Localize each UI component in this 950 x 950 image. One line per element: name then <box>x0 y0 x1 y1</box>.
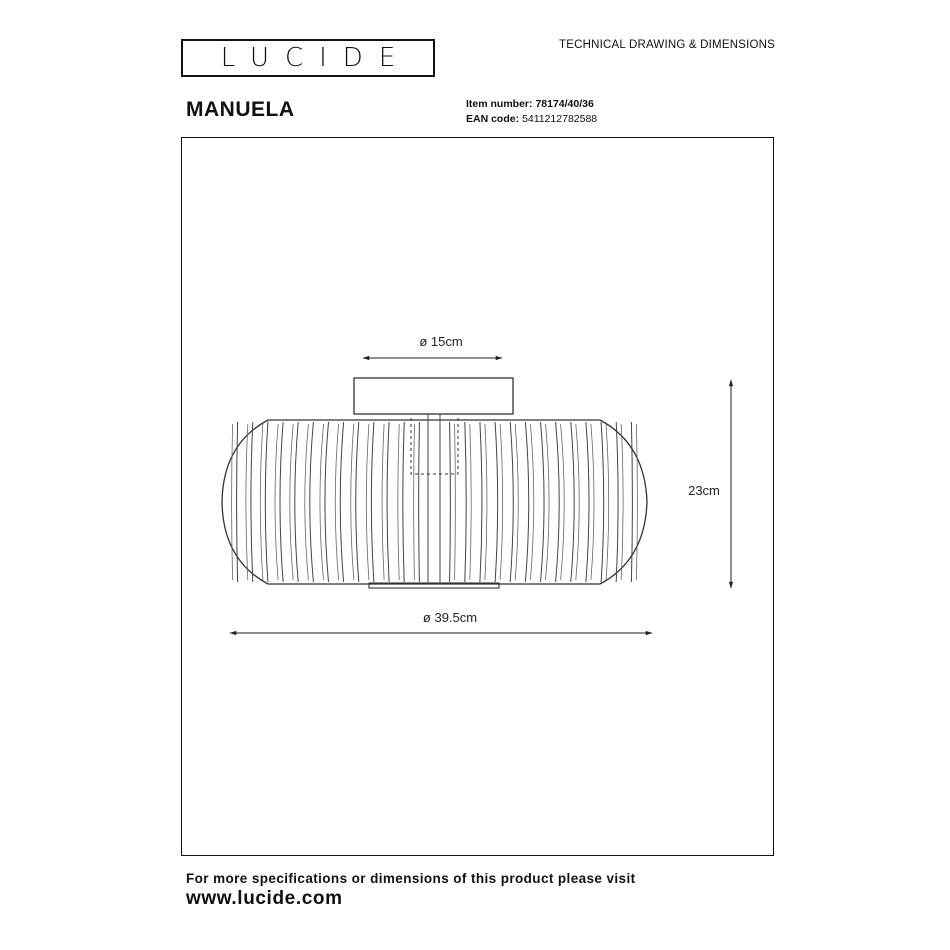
shade-rib-edge <box>470 424 471 580</box>
footer-url[interactable]: www.lucide.com <box>186 888 343 909</box>
shade-rib <box>356 422 359 582</box>
shade-ribs <box>232 414 638 584</box>
logo-text: LUCIDE <box>220 43 412 73</box>
shade-rib-edge <box>366 424 369 580</box>
shade-rib <box>495 422 498 582</box>
shade-rib <box>419 422 420 582</box>
shade-rib-edge <box>290 424 293 580</box>
shade-rib-edge <box>351 424 354 580</box>
shade-rib <box>541 422 545 582</box>
shade-rib-edge <box>636 424 637 580</box>
shade-rib-edge <box>455 424 456 580</box>
item-number-label: Item number: <box>466 98 533 110</box>
shade-rib <box>403 422 404 582</box>
ean-label: EAN code: <box>466 113 520 125</box>
inner-socket <box>411 418 458 474</box>
shade-rib-edge <box>591 424 594 580</box>
shade-rib <box>571 422 574 582</box>
shade-rib <box>387 422 389 582</box>
shade-rib <box>265 422 268 582</box>
width-label: ø 39.5cm <box>422 610 478 625</box>
shade-rib-edge <box>414 424 415 580</box>
shade-rib <box>371 422 374 582</box>
shade-rib <box>480 422 482 582</box>
shade-rib <box>631 422 632 582</box>
item-number-value: 78174/40/36 <box>535 98 594 110</box>
shade-rib-edge <box>246 424 248 580</box>
shade-rib <box>616 422 618 582</box>
shade-rib <box>601 422 604 582</box>
canopy <box>354 378 513 414</box>
shade-rib-edge <box>305 424 309 580</box>
shade-rib <box>251 422 253 582</box>
shade-rib-edge <box>500 424 503 580</box>
shade-rib-edge <box>561 424 565 580</box>
product-name: MANUELA <box>186 98 295 121</box>
shade-rib <box>586 422 589 582</box>
shade-rib-edge <box>621 424 623 580</box>
shade-rib-edge <box>530 424 533 580</box>
shade-rib <box>465 422 466 582</box>
shade-rib-edge <box>546 424 550 580</box>
shade-rib-edge <box>485 424 487 580</box>
shade-rib-edge <box>260 424 263 580</box>
shade-rib-edge <box>606 424 609 580</box>
footer-note: For more specifications or dimensions of this product please visit <box>186 871 636 886</box>
shade-rib <box>450 422 451 582</box>
shade-rib <box>510 422 513 582</box>
shade-rib-edge <box>275 424 278 580</box>
shade-rib <box>310 422 314 582</box>
shade-rib-edge <box>320 424 324 580</box>
shade-rib-edge <box>232 424 233 580</box>
shade-rib <box>295 422 298 582</box>
shade-rib <box>325 422 329 582</box>
shade-rib-edge <box>398 424 399 580</box>
shade-rib <box>556 422 560 582</box>
shade-rib <box>237 422 238 582</box>
lamp-shade <box>222 420 647 588</box>
shade-rib <box>525 422 528 582</box>
shade-rib-edge <box>515 424 518 580</box>
shade-rib-edge <box>335 424 338 580</box>
height-label: 23cm <box>688 483 720 498</box>
shade-rib <box>280 422 283 582</box>
ean-value: 5411212782588 <box>522 113 598 125</box>
document-type: TECHNICAL DRAWING & DIMENSIONS <box>559 39 775 51</box>
shade-rib-edge <box>576 424 579 580</box>
shade-rib-edge <box>382 424 384 580</box>
top-diameter-label: ø 15cm <box>419 334 463 349</box>
shade-rib <box>340 422 343 582</box>
